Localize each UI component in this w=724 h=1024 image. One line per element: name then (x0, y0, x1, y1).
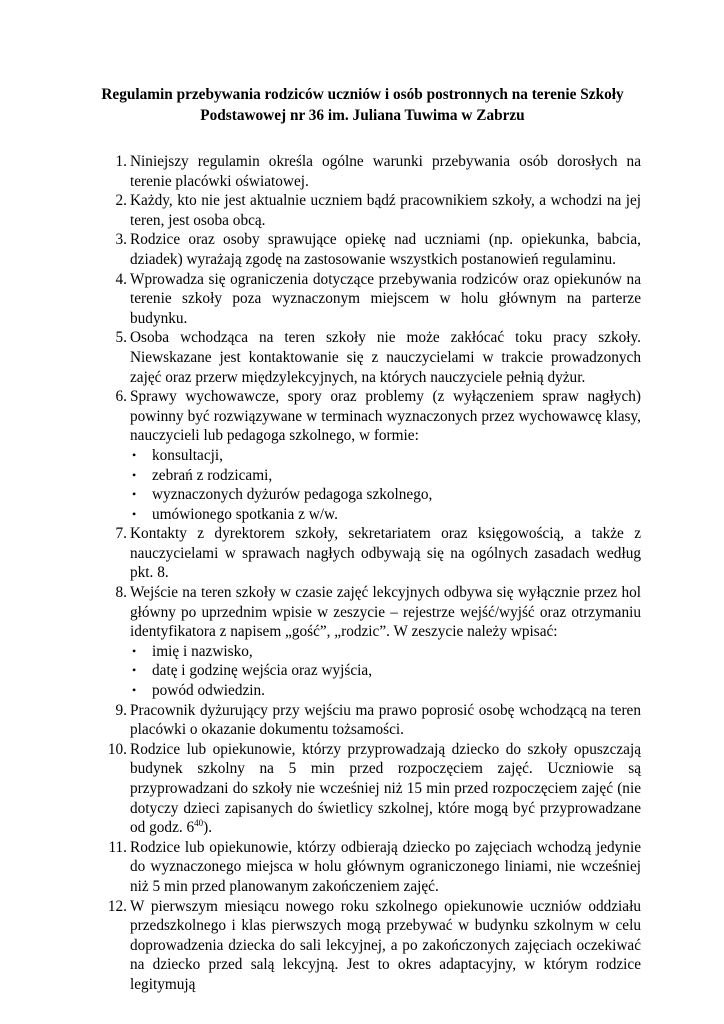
rule-number: 12. (107, 897, 127, 915)
rule-item (115, 387, 641, 524)
rule-superscript: 40 (194, 818, 204, 829)
rule-text: Rodzice lub opiekunowie, którzy odbierają dziecko po zajęciach wchodzą jedynie do wyznaczonego miejsca w holu głównym ograniczonego liniami, nie wcześniej niż 5 min przed planowanym zakończeniem zajęć. (130, 838, 641, 895)
rule-text: W pierwszym miesiącu nowego roku szkolnego opiekunowie uczniów oddziału przedszkolnego i klas pierwszych mogą przebywać w budynku szkolnym w celu doprowadzenia dziecka do sali lekcyjnej, a po zakończonych zajęciach oczekiwać na dziecko przed salą lekcyjną. Jest to okres adaptacyjny, w którym rodzice legitymują (130, 897, 641, 993)
bullet-item (130, 505, 641, 525)
rule-item (115, 270, 641, 329)
rules-list (107, 152, 641, 995)
rule-text: Kontakty z dyrektorem szkoły, sekretariatem oraz księgowością, a także z nauczycielami w sprawach nagłych odbywają się na ogólnych zasadach według pkt. 8. (130, 525, 641, 582)
rule-text: Wprowadza się ograniczenia dotyczące przebywania rodziców oraz opiekunów na terenie szkoły poza wyznaczonym miejscem w holu głównym na parterze budynku. (130, 270, 641, 327)
rule-text: Sprawy wychowawcze, spory oraz problemy (z wyłączeniem spraw nagłych) powinny być rozwiązywane w terminach wyznaczonych przez wychowawcę klasy, nauczycieli lub pedagoga szkolnego, w formie: (130, 388, 641, 445)
bullet-icon: • (132, 643, 137, 658)
rule-item (107, 897, 641, 995)
rule-text: Rodzice lub opiekunowie, którzy przyprowadzają dziecko do szkoły opuszczają budynek szkolny na 5 min przed rozpoczęciem zajęć. Uczniowie są przyprowadzani do szkoły nie wcześniej niż 15 min przed rozpoczęciem zajęć (nie dotyczy dzieci zapisanych do świetlicy szkolnej, które mogą być przyprowadzane od godz. 6 (130, 740, 641, 837)
rule-item (107, 740, 641, 838)
bullet-item (130, 466, 641, 486)
bullet-icon: • (132, 506, 137, 521)
rule-number: 11. (108, 838, 127, 856)
rule-number: 6. (115, 388, 127, 406)
bullet-text: powód odwiedzin. (152, 682, 266, 700)
rule-number: 2. (115, 192, 127, 210)
bullet-text: imię i nazwisko, (152, 642, 253, 660)
bullet-text: wyznaczonych dyżurów pedagoga szkolnego, (152, 486, 433, 504)
bullet-item (130, 485, 641, 505)
bullet-icon: • (132, 663, 137, 678)
rule-item (108, 838, 641, 897)
rule-item (115, 583, 641, 701)
rule-text: Osoba wchodząca na teren szkoły nie może zakłócać toku pracy szkoły. Niewskazane jest kontaktowanie się z nauczycielami w trakcie prowadzonych zajęć oraz przerw międzylekcyjnych, na których nauczyciele pełnią dyżur. (130, 329, 641, 386)
bullet-item (130, 446, 641, 466)
rule-number: 9. (115, 701, 127, 719)
rule-item (115, 191, 641, 230)
rule-number: 8. (115, 584, 127, 602)
bullet-item (130, 661, 641, 681)
rule-item (115, 328, 641, 387)
title-line-1: Regulamin przebywania rodziców uczniów i osób postronnych na terenie Szkoły (101, 86, 624, 103)
bullet-item (130, 642, 641, 662)
bullet-icon: • (132, 467, 137, 482)
rule-number: 5. (115, 329, 127, 347)
bullet-text: datę i godzinę wejścia oraz wyjścia, (152, 662, 373, 680)
rule-number: 7. (115, 525, 127, 543)
document-title (90, 84, 635, 126)
bullet-text: zebrań z rodzicami, (152, 466, 273, 484)
rule-number: 4. (115, 270, 127, 288)
rule-item (115, 152, 641, 191)
bullet-list (130, 642, 641, 701)
bullet-icon: • (132, 447, 137, 462)
bullet-icon: • (132, 683, 137, 698)
rule-item (115, 524, 641, 583)
rule-text-end: ). (203, 819, 213, 837)
rule-item (115, 230, 641, 269)
bullet-text: konsultacji, (152, 446, 223, 464)
rule-text: Wejście na teren szkoły w czasie zajęć lekcyjnych odbywa się wyłącznie przez hol główny po uprzednim wpisie w zeszycie – rejestrze wejść/wyjść oraz otrzymaniu identyfikatora z napisem „gość”, „rodzic”. W zeszycie należy wpisać: (130, 584, 641, 641)
rule-text: Pracownik dyżurujący przy wejściu ma prawo poprosić osobę wchodzącą na teren placówki o okazanie dokumentu tożsamości. (130, 701, 641, 739)
bullet-icon: • (132, 487, 137, 502)
rule-number: 1. (115, 153, 127, 170)
title-line-2: Podstawowej nr 36 im. Juliana Tuwima w Zabrzu (200, 107, 525, 124)
rule-number: 3. (115, 231, 127, 249)
rule-text: Niniejszy regulamin określa ogólne warunki przebywania osób dorosłych na terenie placówki oświatowej. (130, 153, 641, 190)
rule-text: Rodzice oraz osoby sprawujące opiekę nad uczniami (np. opiekunka, babcia, dziadek) wyrażają zgodę na zastosowanie wszystkich postanowień regulaminu. (130, 231, 641, 268)
bullet-item (130, 681, 641, 701)
rule-item (115, 701, 641, 740)
bullet-text: umówionego spotkania z w/w. (152, 505, 338, 523)
rule-text: Każdy, kto nie jest aktualnie uczniem bądź pracownikiem szkoły, a wchodzi na jej teren, jest osoba obcą. (130, 192, 641, 229)
rule-number: 10. (107, 740, 127, 758)
bullet-list (130, 446, 641, 524)
